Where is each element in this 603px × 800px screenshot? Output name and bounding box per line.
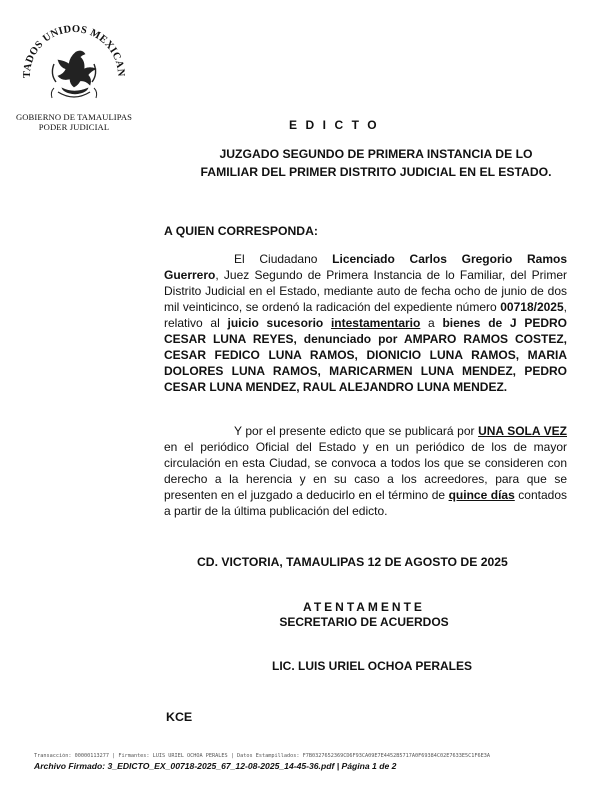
place-and-date: CD. VICTORIA, TAMAULIPAS 12 DE AGOSTO DE 2025	[197, 555, 508, 569]
initials: KCE	[166, 710, 193, 724]
publication-frequency: UNA SOLA VEZ	[478, 424, 567, 438]
paragraph-publication	[164, 423, 567, 519]
intestate-term: intestamentario	[330, 316, 421, 330]
text-segment: , relativo al	[164, 300, 567, 330]
judge-name: Licenciado Carlos Gregorio Ramos Guerrero	[164, 252, 568, 282]
text-segment: El Ciudadano	[234, 252, 333, 266]
paragraph-radication	[164, 251, 567, 395]
parties-names: bienes de J PEDRO CESAR LUNA REYES, denunciado por AMPARO RAMOS COSTEZ, CESAR FEDICO LUNA RAMOS, DIONICIO LUNA RAMOS, MARIA DOLORES LUNA RAMOS, MARICARMEN LUNA MENDEZ, PEDRO CESAR LUNA MENDEZ, RAUL ALEJANDRO LUNA MENDEZ.	[164, 316, 567, 394]
court-heading-line2: FAMILIAR DEL PRIMER DISTRITO JUDICIAL EN EL ESTADO.	[200, 165, 552, 179]
issuer-header	[10, 112, 138, 132]
document-title: EDICTO	[289, 118, 386, 132]
text-segment: Y por el presente edicto que se publicará por	[234, 424, 479, 438]
seal-arc-text: TADOS UNIDOS MEXICAN	[21, 23, 127, 79]
term-days: quince días	[448, 488, 515, 502]
signer-role: SECRETARIO DE ACUERDOS	[279, 615, 449, 629]
court-heading-line1: JUZGADO SEGUNDO DE PRIMERA INSTANCIA DE LO	[219, 147, 533, 161]
transaction-line: Transacción: 00000113277 | Firmantes: LUIS URIEL OCHOA PERALES | Datos Estampillados: F7B0327652369CD6F93CA09E7E4452B5717A0F69384C02E7633E5C1F6E3A	[34, 753, 490, 759]
text-segment: , Juez Segundo de Primera Instancia de lo Familiar, del Primer Distrito Judicial en el Estado, mediante auto de fecha ocho de junio de dos mil veinticinco, se ordenó la radicación del expediente número	[164, 268, 567, 314]
court-heading	[176, 145, 576, 181]
judicial-branch: PODER JUDICIAL	[38, 122, 110, 132]
text-segment: a	[420, 316, 443, 330]
government-name: GOBIERNO DE TAMAULIPAS	[15, 112, 133, 122]
signed-file-line: Archivo Firmado: 3_EDICTO_EX_00718-2025_67_12-08-2025_14-45-36.pdf | Página 1 de 2	[34, 761, 397, 771]
text-segment: en el periódico Oficial del Estado y en un periódico de los de mayor circulación en esta Ciudad, se convoca a todos los que se consideren con derecho a la herencia y en su caso a los acreedores, para que se presenten en el juzgado a deducirlo en el término de	[164, 440, 567, 502]
text-segment	[323, 316, 331, 330]
text-segment: contados a partir de la última publicación del edicto.	[164, 488, 567, 518]
closing-atentamente: ATENTAMENTE	[303, 600, 425, 614]
signer-name: LIC. LUIS URIEL OCHOA PERALES	[272, 659, 473, 673]
case-number: 00718/2025	[500, 300, 564, 314]
trial-type: juicio sucesorio	[227, 316, 324, 330]
addressee: A QUIEN CORRESPONDA:	[164, 224, 318, 238]
